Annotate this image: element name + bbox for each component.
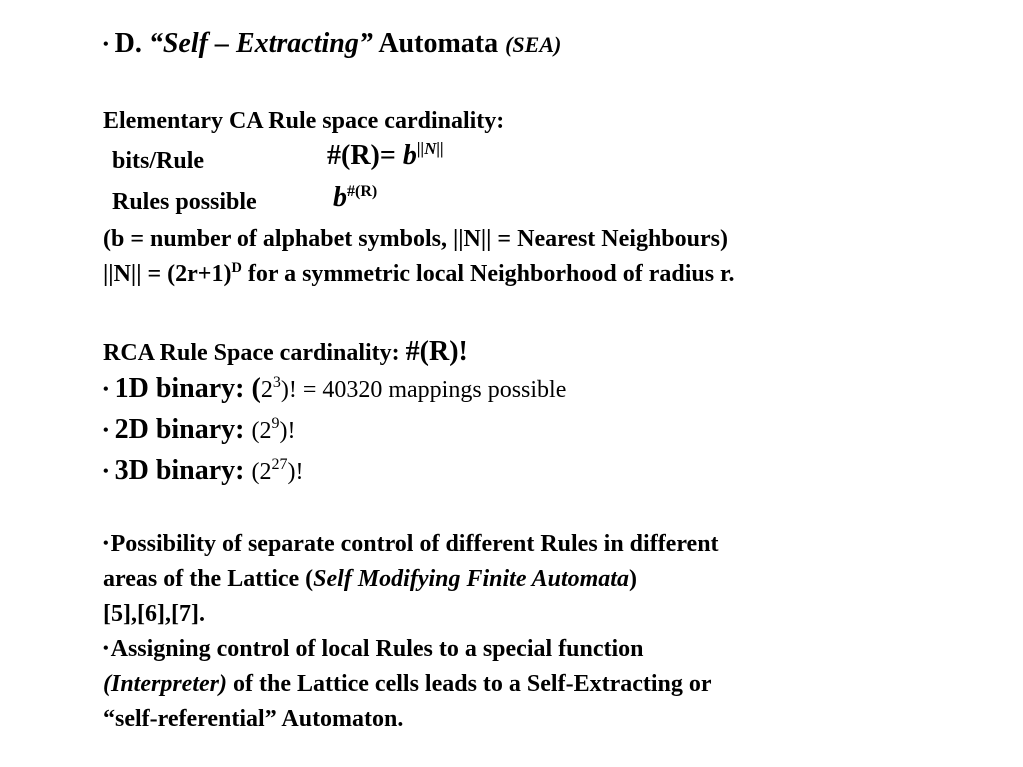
rca-item-tail: )! = 40320 mappings possible bbox=[280, 377, 567, 403]
note-2-italic: (Interpreter) bbox=[103, 671, 227, 697]
rca-item-tail: )! bbox=[279, 418, 296, 444]
rca-item-base: (2 bbox=[251, 459, 272, 485]
definition-n bbox=[103, 261, 735, 288]
rca-heading-formula: #(R)! bbox=[405, 336, 468, 367]
title-word: Automata bbox=[378, 28, 499, 59]
title-quoted: “Self – Extracting” bbox=[148, 28, 373, 59]
rca-item-label: 1D binary: ( bbox=[114, 373, 261, 404]
bits-label: bits/Rule bbox=[112, 148, 205, 174]
rca-item-base: (2 bbox=[251, 418, 272, 444]
bullet-icon: • bbox=[103, 535, 109, 552]
bits-formula bbox=[327, 140, 444, 172]
definition-b: (b = number of alphabet symbols, ||N|| = Nearest Neighbours) bbox=[103, 226, 728, 252]
definition-n-rhs: for a symmetric local Neighborhood of radius r. bbox=[247, 261, 735, 287]
rca-item-3d bbox=[103, 455, 304, 487]
bullet-icon: • bbox=[103, 463, 109, 480]
note-1-line-1 bbox=[103, 531, 719, 558]
note-1-refs: [5],[6],[7]. bbox=[103, 601, 205, 627]
bullet-icon: • bbox=[103, 640, 109, 657]
definition-n-exp: D bbox=[231, 260, 242, 277]
bits-formula-base: b bbox=[402, 140, 417, 171]
rules-formula-base: b bbox=[333, 182, 347, 213]
rca-item-tail: )! bbox=[287, 459, 304, 485]
rca-item-2d bbox=[103, 414, 296, 446]
rca-heading bbox=[103, 336, 468, 368]
rca-item-label: 3D binary: bbox=[114, 455, 245, 486]
rules-formula bbox=[333, 182, 377, 214]
note-2-line-3: “self-referential” Automaton. bbox=[103, 706, 404, 732]
title-bullet: • bbox=[103, 36, 109, 53]
note-1-text-end: ) bbox=[628, 566, 637, 592]
slide-title bbox=[103, 28, 561, 60]
note-1-text: Possibility of separate control of different Rules in different bbox=[110, 531, 719, 557]
bullet-icon: • bbox=[103, 381, 109, 398]
rca-item-1d bbox=[103, 373, 566, 405]
rca-item-label: 2D binary: bbox=[114, 414, 245, 445]
rca-heading-text: RCA Rule Space cardinality: bbox=[103, 340, 400, 366]
rules-formula-exp: #(R) bbox=[347, 183, 378, 201]
title-abbr: (SEA) bbox=[505, 32, 562, 57]
note-2-text-rest: of the Lattice cells leads to a Self-Extracting or bbox=[232, 671, 712, 697]
definition-n-lhs: ||N|| = (2r+1) bbox=[103, 261, 232, 287]
rca-item-exp: 9 bbox=[271, 415, 280, 433]
rca-item-exp: 27 bbox=[271, 456, 288, 474]
title-prefix: D. bbox=[114, 28, 142, 59]
elementary-heading: Elementary CA Rule space cardinality: bbox=[103, 108, 505, 134]
rca-item-base: 2 bbox=[260, 377, 273, 403]
note-2-line-1 bbox=[103, 636, 644, 663]
note-1-line-2 bbox=[103, 566, 637, 593]
rules-label: Rules possible bbox=[112, 189, 257, 215]
note-2-text: Assigning control of local Rules to a special function bbox=[110, 636, 644, 662]
bits-formula-exp: ||N|| bbox=[416, 138, 444, 158]
note-1-text-start: areas of the Lattice ( bbox=[103, 566, 314, 592]
bullet-icon: • bbox=[103, 422, 109, 439]
note-2-line-2 bbox=[103, 671, 712, 698]
rca-item-exp: 3 bbox=[272, 374, 281, 392]
bits-formula-lhs: #(R)= bbox=[327, 140, 396, 171]
note-1-italic: Self Modifying Finite Automata bbox=[313, 566, 629, 592]
